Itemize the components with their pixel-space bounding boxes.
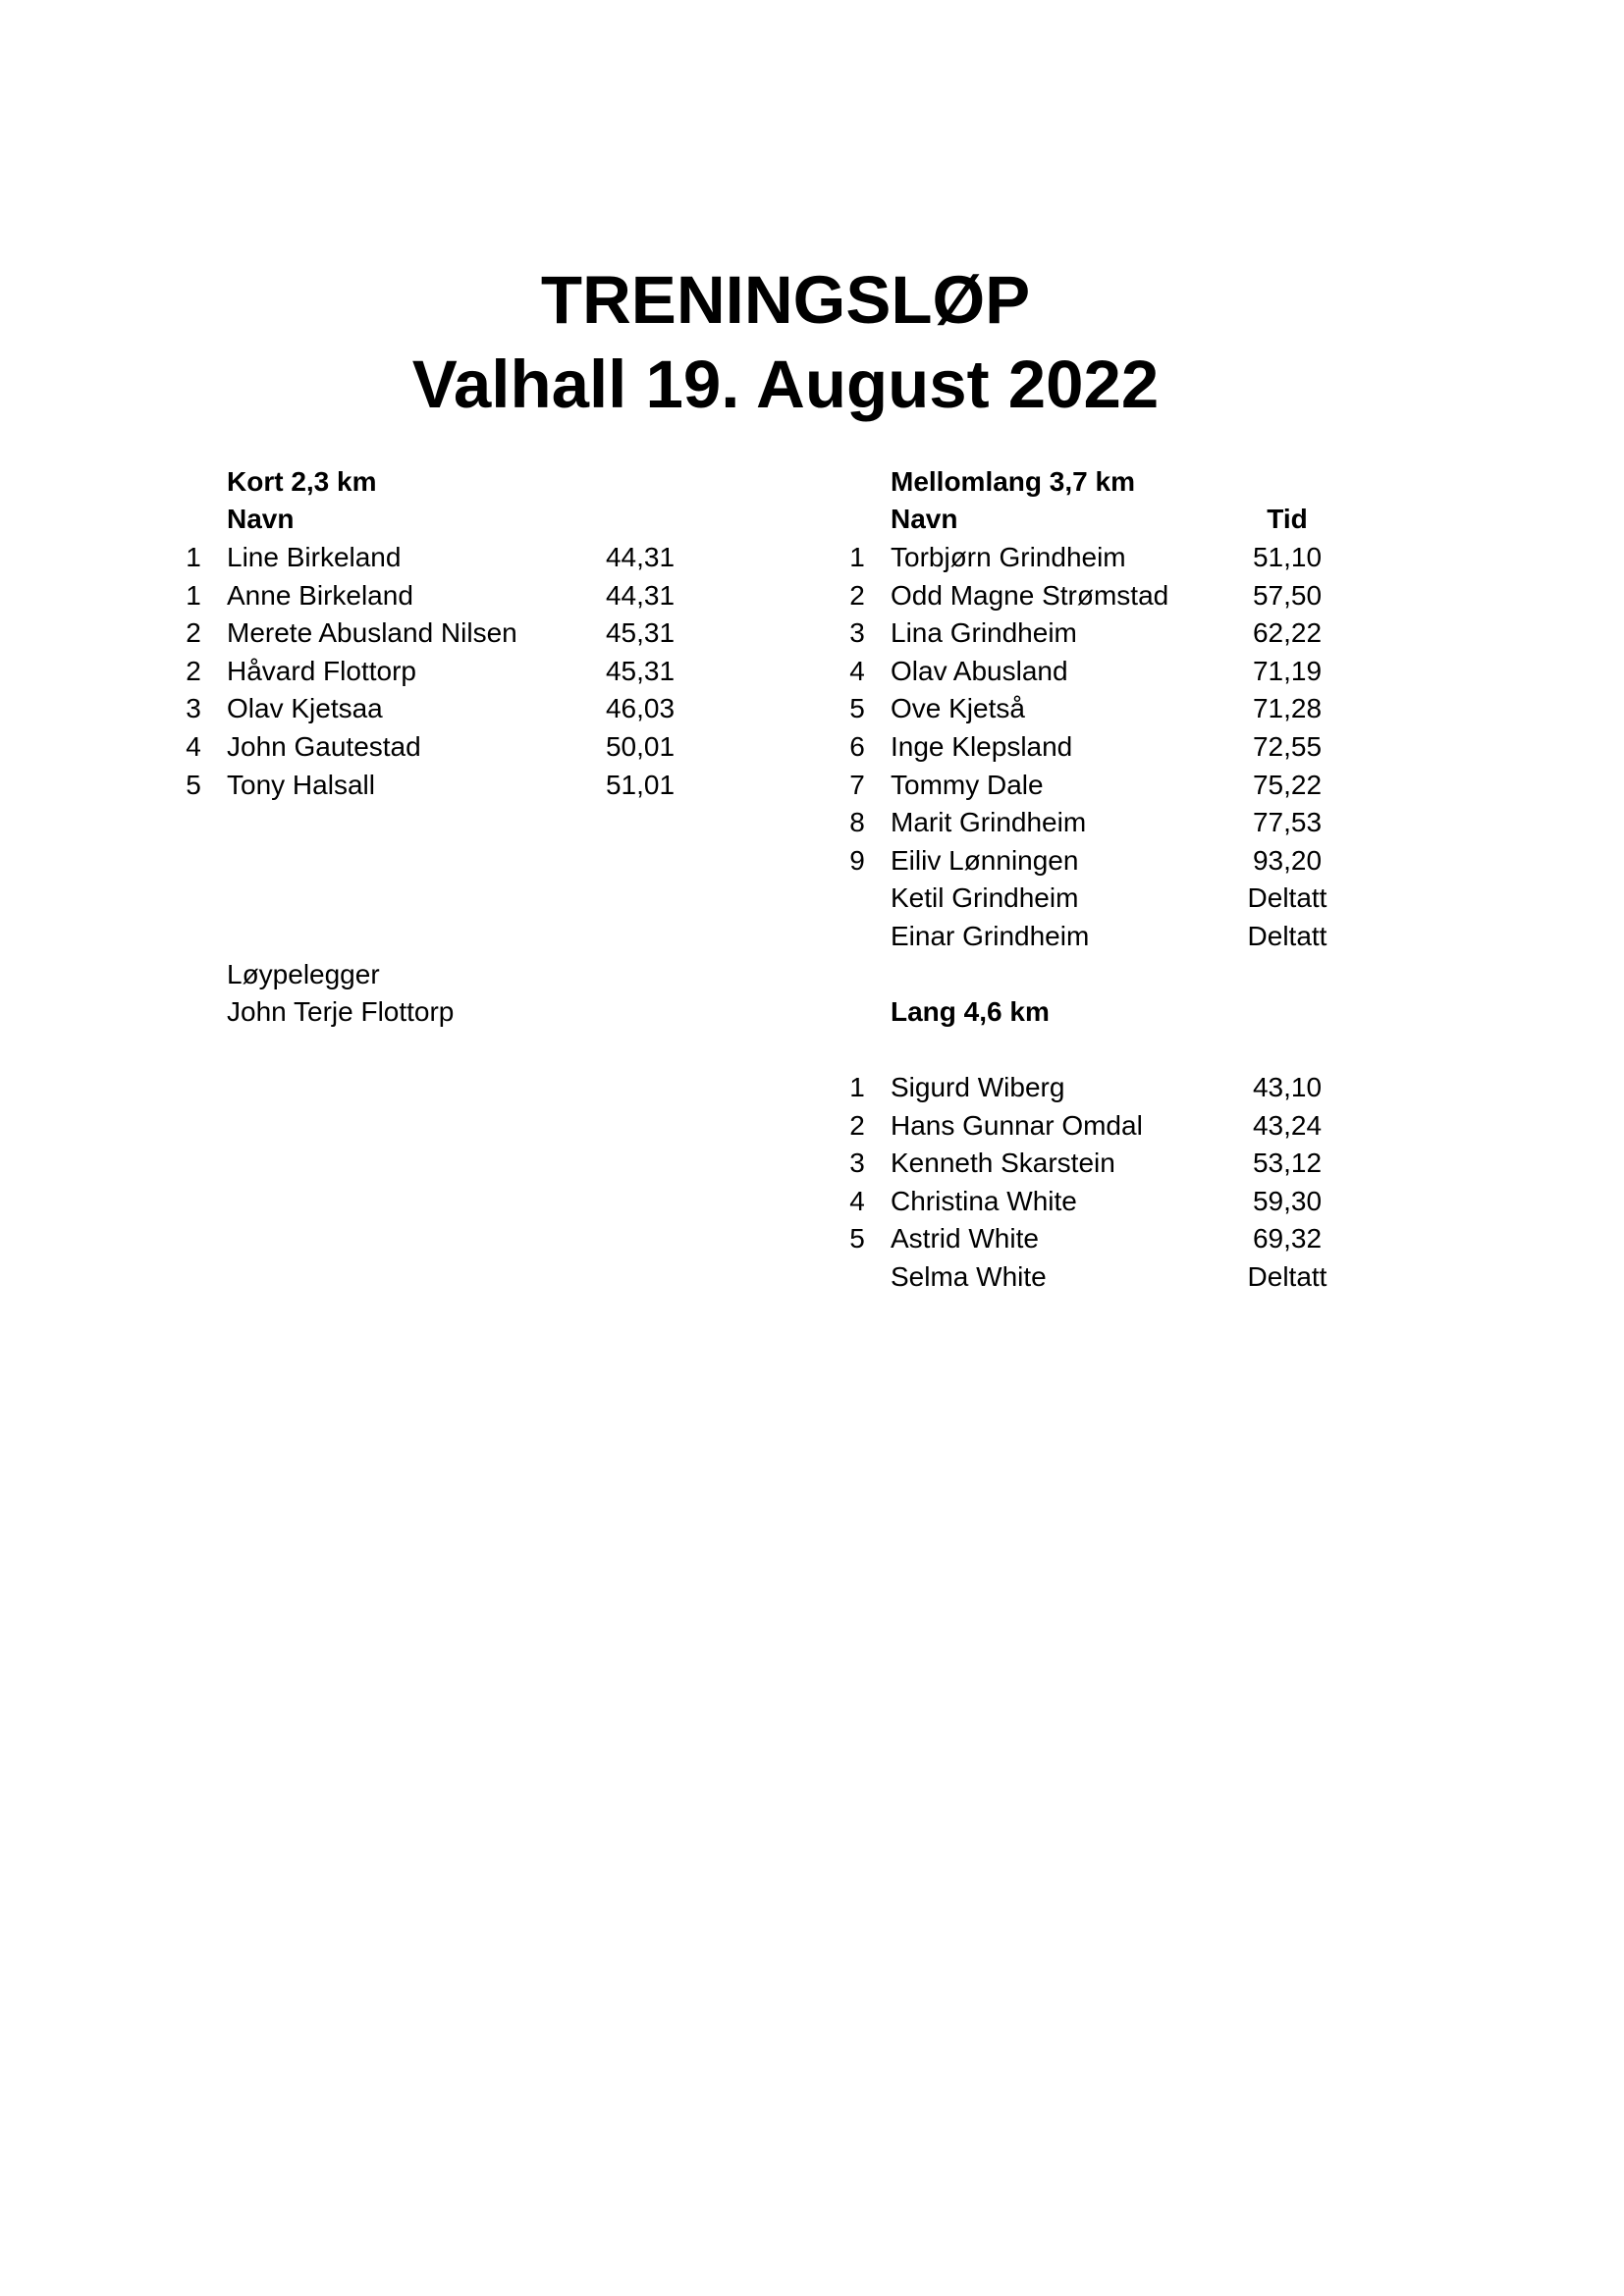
lang-rank: 1	[849, 1072, 865, 1102]
mellomlang-rank: 8	[849, 807, 865, 838]
lang-name: Sigurd Wiberg	[891, 1072, 1065, 1102]
mellomlang-name: Odd Magne Strømstad	[891, 579, 1169, 611]
lang-rank: 5	[849, 1223, 865, 1255]
lang-name: Astrid White	[891, 1223, 1039, 1255]
lang-name: Kenneth Skarstein	[891, 1148, 1115, 1179]
page-title: TRENINGSLØP	[540, 262, 1031, 338]
mellomlang-rank: 4	[849, 655, 865, 686]
mellomlang-heading: Mellomlang 3,7 km	[891, 466, 1135, 497]
course-setter-name: John Terje Flottorp	[227, 996, 455, 1027]
kort-heading: Kort 2,3 km	[227, 466, 377, 497]
lang-time: 43,24	[1252, 1109, 1323, 1141]
kort-name: Anne Birkeland	[227, 579, 413, 611]
lang-heading: Lang 4,6 km	[891, 996, 1050, 1027]
kort-name-header: Navn	[227, 504, 295, 534]
mellomlang-name: Eiliv Lønningen	[891, 844, 1079, 876]
mellomlang-time: Deltatt	[1247, 921, 1327, 951]
mellomlang-name: Tommy Dale	[891, 769, 1044, 800]
mellomlang-time-header: Tid	[1267, 504, 1308, 534]
kort-time: 45,31	[605, 617, 676, 649]
mellomlang-section	[842, 463, 1392, 1327]
mellomlang-rank: 9	[849, 844, 865, 876]
kort-name: Merete Abusland Nilsen	[227, 617, 517, 649]
kort-rank: 4	[186, 731, 201, 762]
course-setter-label: Løypelegger	[227, 959, 380, 989]
lang-time: Deltatt	[1247, 1261, 1327, 1292]
lang-time: 59,30	[1252, 1185, 1323, 1216]
mellomlang-name: Marit Grindheim	[891, 807, 1087, 838]
lang-time: 43,10	[1252, 1072, 1323, 1102]
mellomlang-time: 93,20	[1252, 844, 1323, 876]
kort-time: 44,31	[605, 542, 676, 572]
mellomlang-time: Deltatt	[1247, 882, 1327, 914]
mellomlang-time: 71,19	[1252, 655, 1323, 686]
mellomlang-rank: 6	[849, 731, 865, 762]
mellomlang-rank: 1	[849, 542, 865, 572]
mellomlang-name-header: Navn	[891, 504, 958, 534]
mellomlang-rank: 7	[849, 769, 865, 800]
kort-time: 51,01	[605, 769, 676, 800]
lang-name: Selma White	[891, 1261, 1047, 1292]
kort-rank: 5	[186, 769, 201, 800]
mellomlang-rank: 3	[849, 617, 865, 649]
page-subtitle: Valhall 19. August 2022	[411, 347, 1160, 422]
kort-rank: 1	[186, 542, 201, 572]
mellomlang-rank: 5	[849, 693, 865, 724]
kort-rank: 1	[186, 579, 201, 611]
mellomlang-rank: 2	[849, 579, 865, 611]
kort-rank: 2	[186, 655, 201, 686]
mellomlang-time: 72,55	[1252, 731, 1323, 762]
kort-time: 46,03	[605, 693, 676, 724]
kort-section	[179, 463, 729, 1052]
lang-rank: 4	[849, 1185, 865, 1216]
lang-rank: 3	[849, 1148, 865, 1179]
kort-rank: 3	[186, 693, 201, 724]
lang-rank: 2	[849, 1109, 865, 1141]
mellomlang-name: Inge Klepsland	[891, 731, 1073, 762]
kort-time: 45,31	[605, 655, 676, 686]
lang-name: Hans Gunnar Omdal	[891, 1109, 1143, 1141]
kort-name: Håvard Flottorp	[227, 655, 416, 686]
kort-rank: 2	[186, 617, 201, 649]
mellomlang-time: 71,28	[1252, 693, 1323, 724]
mellomlang-name: Torbjørn Grindheim	[891, 542, 1126, 572]
mellomlang-name: Ketil Grindheim	[891, 882, 1079, 914]
mellomlang-time: 51,10	[1252, 542, 1323, 572]
kort-time: 50,01	[605, 731, 676, 762]
mellomlang-name: Lina Grindheim	[891, 617, 1077, 649]
kort-name: Tony Halsall	[227, 769, 375, 800]
mellomlang-name: Einar Grindheim	[891, 921, 1090, 951]
mellomlang-time: 77,53	[1252, 807, 1323, 838]
mellomlang-name: Olav Abusland	[891, 655, 1068, 686]
kort-name: Line Birkeland	[227, 542, 402, 572]
mellomlang-time: 57,50	[1252, 579, 1323, 611]
mellomlang-time: 75,22	[1252, 769, 1323, 800]
kort-name: Olav Kjetsaa	[227, 693, 383, 724]
kort-time: 44,31	[605, 579, 676, 611]
lang-name: Christina White	[891, 1185, 1077, 1216]
lang-time: 53,12	[1252, 1148, 1323, 1179]
lang-time: 69,32	[1252, 1223, 1323, 1255]
kort-name: John Gautestad	[227, 731, 421, 762]
mellomlang-name: Ove Kjetså	[891, 693, 1025, 724]
mellomlang-time: 62,22	[1252, 617, 1323, 649]
